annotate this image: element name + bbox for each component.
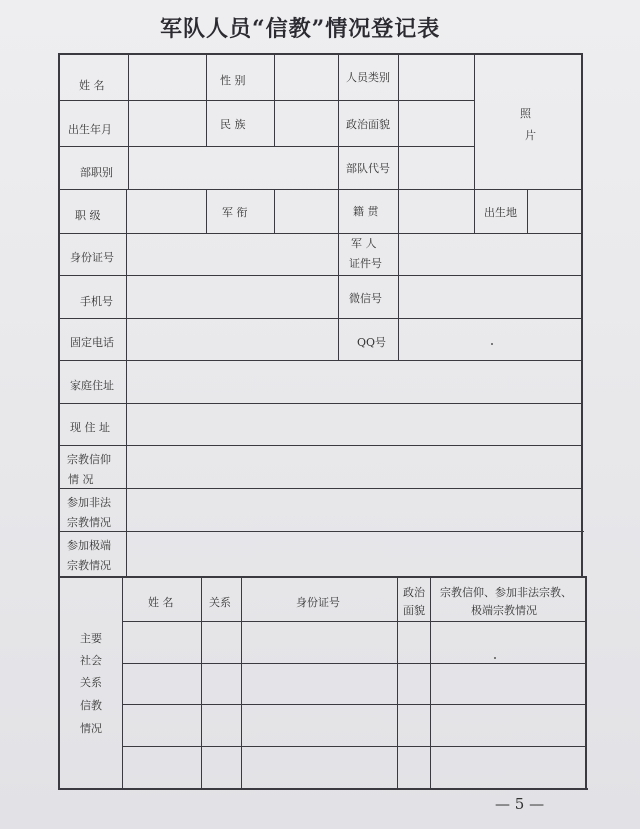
- relations-side-label: 社会: [80, 654, 102, 667]
- column-header-id-number: 身份证号: [296, 596, 340, 609]
- label-id-number: 身份证号: [70, 251, 114, 264]
- label-rank: 职 级: [75, 209, 101, 222]
- col-line: [274, 53, 275, 146]
- page-number: — 5 —: [495, 795, 545, 813]
- col-line: [527, 189, 528, 233]
- row-line: [59, 146, 475, 147]
- label-current-address: 现 住 址: [70, 421, 110, 434]
- label-military-id: 证件号: [349, 257, 382, 270]
- label-ethnicity: 民 族: [220, 118, 246, 131]
- label-birthplace: 出生地: [484, 206, 517, 219]
- col-line: [128, 53, 129, 189]
- column-header-political: 面貌: [403, 604, 425, 617]
- label-military-id: 军 人: [351, 237, 377, 250]
- col-line: [201, 576, 202, 789]
- label-mobile: 手机号: [80, 295, 113, 308]
- col-line: [338, 53, 339, 360]
- row-line: [122, 663, 586, 664]
- label-native-place: 籍 贯: [353, 205, 379, 218]
- col-line: [397, 576, 398, 789]
- row-line: [59, 445, 583, 446]
- table-border-left: [58, 53, 60, 790]
- label-home-address: 家庭住址: [70, 379, 114, 392]
- label-landline: 固定电话: [70, 336, 114, 349]
- col-line: [241, 576, 242, 789]
- label-political-status: 政治面貌: [346, 118, 390, 131]
- relations-side-label: 情况: [80, 722, 102, 735]
- label-name: 姓 名: [79, 79, 105, 92]
- label-religion: 情 况: [68, 473, 94, 486]
- row-line: [59, 318, 582, 319]
- relations-side-label: 主要: [80, 632, 102, 645]
- table-border-top: [59, 53, 582, 55]
- column-header-name: 姓 名: [148, 596, 174, 609]
- row-line: [59, 360, 582, 361]
- col-line: [206, 189, 207, 233]
- column-header-religion: 宗教信仰、参加非法宗教、: [440, 586, 572, 599]
- column-header-religion: 极端宗教情况: [471, 604, 537, 617]
- speck: [494, 657, 496, 659]
- label-extreme-religion: 参加极端: [67, 539, 111, 552]
- form-title: 军队人员“信教”情况登记表: [160, 16, 441, 42]
- relations-side-label: 关系: [80, 676, 102, 689]
- row-line: [59, 403, 582, 404]
- col-line: [474, 53, 475, 233]
- label-unit-code: 部队代号: [346, 162, 390, 175]
- col-line: [430, 576, 431, 789]
- row-line: [59, 531, 584, 532]
- col-line: [398, 53, 399, 360]
- row-line: [122, 621, 586, 622]
- label-unit-post: 部职别: [80, 166, 113, 179]
- row-line: [59, 488, 583, 489]
- row-line: [59, 576, 585, 578]
- row-line: [59, 189, 582, 190]
- label-gender: 性 别: [220, 74, 246, 87]
- label-photo: 片: [525, 129, 536, 142]
- label-religion: 宗教信仰: [67, 453, 111, 466]
- label-qq: QQ号: [357, 336, 387, 349]
- col-line: [126, 189, 127, 576]
- label-photo: 照: [520, 107, 531, 120]
- col-line: [122, 576, 123, 789]
- label-wechat: 微信号: [349, 292, 382, 305]
- speck: [491, 343, 493, 345]
- label-illegal-religion: 参加非法: [67, 496, 111, 509]
- label-extreme-religion: 宗教情况: [67, 559, 111, 572]
- row-line: [59, 233, 582, 234]
- col-line: [206, 53, 207, 146]
- row-line: [122, 704, 587, 705]
- relations-side-label: 信教: [80, 699, 102, 712]
- label-military-rank: 军 衔: [222, 206, 248, 219]
- table-border-right: [581, 53, 583, 576]
- label-illegal-religion: 宗教情况: [67, 516, 111, 529]
- table-border-right: [585, 576, 587, 790]
- label-personnel-category: 人员类别: [346, 71, 390, 84]
- label-birth: 出生年月: [68, 123, 112, 136]
- row-line: [122, 746, 587, 747]
- row-line: [59, 275, 582, 276]
- row-line: [59, 100, 475, 101]
- table-border-bottom: [58, 788, 588, 790]
- column-header-relation: 关系: [209, 596, 231, 609]
- column-header-political: 政治: [403, 586, 425, 599]
- col-line: [274, 189, 275, 233]
